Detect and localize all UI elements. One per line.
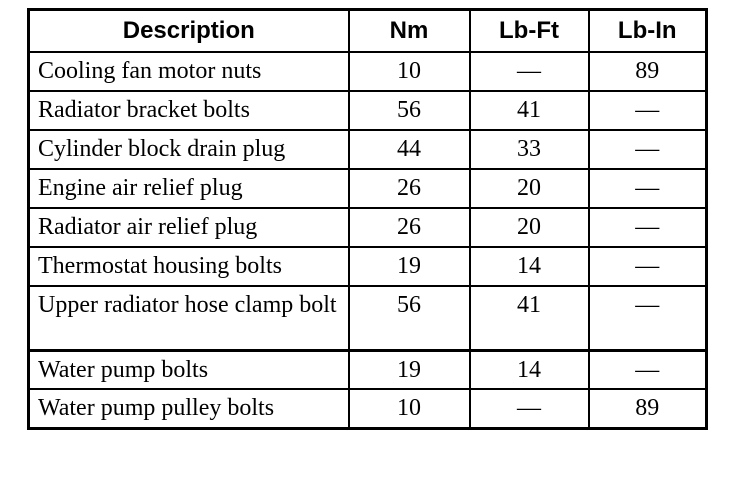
cell-description: Radiator bracket bolts: [29, 91, 349, 130]
cell-lb-ft: —: [470, 52, 589, 91]
cell-lb-in: —: [589, 350, 707, 389]
table-row: [29, 286, 707, 350]
cell-description: Radiator air relief plug: [29, 208, 349, 247]
table-row: [29, 52, 707, 91]
table-row: [29, 350, 707, 389]
table-row: [29, 208, 707, 247]
cell-nm: 26: [349, 169, 470, 208]
cell-description: Cylinder block drain plug: [29, 130, 349, 169]
cell-description: Water pump pulley bolts: [29, 389, 349, 428]
cell-lb-in: —: [589, 130, 707, 169]
cell-nm: 19: [349, 247, 470, 286]
header-lb-in: Lb-In: [589, 10, 707, 53]
torque-spec-table: [27, 8, 708, 430]
header-lb-ft: Lb-Ft: [470, 10, 589, 53]
cell-description: Upper radiator hose clamp bolt: [29, 286, 349, 350]
cell-lb-in: 89: [589, 389, 707, 428]
table-row: [29, 169, 707, 208]
header-nm: Nm: [349, 10, 470, 53]
cell-description: Water pump bolts: [29, 350, 349, 389]
cell-lb-ft: 41: [470, 91, 589, 130]
cell-nm: 10: [349, 52, 470, 91]
table-row: [29, 247, 707, 286]
header-description: Description: [29, 10, 349, 53]
table-row: [29, 389, 707, 428]
cell-lb-ft: 14: [470, 350, 589, 389]
cell-description: Thermostat housing bolts: [29, 247, 349, 286]
cell-lb-ft: 20: [470, 208, 589, 247]
cell-lb-in: —: [589, 91, 707, 130]
cell-lb-in: —: [589, 169, 707, 208]
header-row: [29, 10, 707, 53]
cell-lb-ft: —: [470, 389, 589, 428]
cell-nm: 44: [349, 130, 470, 169]
cell-lb-ft: 41: [470, 286, 589, 350]
table-row: [29, 91, 707, 130]
cell-lb-ft: 14: [470, 247, 589, 286]
cell-description: Cooling fan motor nuts: [29, 52, 349, 91]
cell-description: Engine air relief plug: [29, 169, 349, 208]
cell-nm: 10: [349, 389, 470, 428]
table-row: [29, 130, 707, 169]
cell-nm: 26: [349, 208, 470, 247]
cell-lb-ft: 33: [470, 130, 589, 169]
cell-nm: 56: [349, 286, 470, 350]
cell-nm: 19: [349, 350, 470, 389]
cell-lb-in: —: [589, 286, 707, 350]
cell-lb-in: —: [589, 247, 707, 286]
cell-nm: 56: [349, 91, 470, 130]
cell-lb-ft: 20: [470, 169, 589, 208]
cell-lb-in: 89: [589, 52, 707, 91]
cell-lb-in: —: [589, 208, 707, 247]
